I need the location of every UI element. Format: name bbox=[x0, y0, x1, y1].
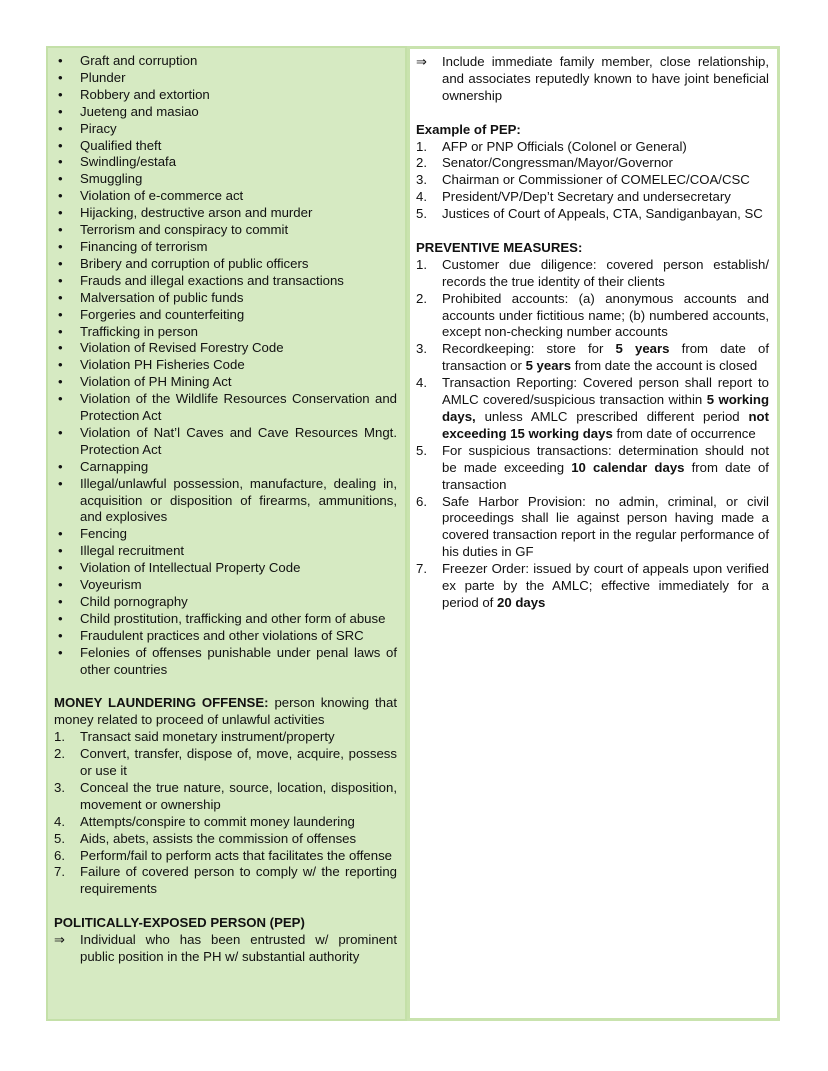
list-item bbox=[54, 628, 397, 645]
pm-item-6: 6. Safe Harbor Provision: no admin, criminal, or civil proceedings shall lie against person having made a covered transaction report in the regular performance of his duties in GF bbox=[416, 493, 769, 560]
list-number: 4. bbox=[416, 189, 427, 205]
list-item bbox=[416, 206, 769, 223]
list-item-text: Smuggling bbox=[80, 171, 143, 187]
ml-text: person knowing that money related to proceed of unlawful activities bbox=[54, 695, 397, 728]
bullet-icon: • bbox=[58, 577, 63, 593]
list-item bbox=[54, 611, 397, 628]
bullet-icon: • bbox=[58, 272, 63, 288]
list-item-text: Terrorism and conspiracy to commit bbox=[80, 222, 289, 238]
bullet-icon: • bbox=[58, 154, 63, 170]
example-heading: Example of PEP: bbox=[416, 121, 521, 137]
list-item bbox=[54, 222, 397, 239]
bullet-icon: • bbox=[58, 424, 63, 440]
list-item bbox=[54, 526, 397, 543]
list-item-text: Graft and corruption bbox=[80, 53, 198, 68]
pm-item-5: 5. For suspicious transactions: determination should not be made exceeding 10 calendar days from date of transaction bbox=[416, 442, 769, 492]
pm-item-2: 2. Prohibited accounts: (a) anonymous accounts and accounts under fictitious name; (b) numbered accounts, except non-checking number accounts bbox=[416, 290, 769, 340]
list-item bbox=[54, 324, 397, 341]
list-item bbox=[54, 239, 397, 256]
list-item bbox=[54, 729, 397, 746]
list-number: 5. bbox=[416, 206, 427, 222]
bullet-icon: • bbox=[58, 238, 63, 254]
ml-definition bbox=[54, 695, 397, 729]
list-item bbox=[54, 746, 397, 780]
bullet-icon: • bbox=[58, 610, 63, 626]
list-item bbox=[416, 189, 769, 206]
list-item-text: Transact said monetary instrument/property bbox=[80, 729, 335, 745]
list-item-text: Swindling/estafa bbox=[80, 154, 177, 170]
list-item bbox=[54, 476, 397, 527]
ml-heading: MONEY LAUNDERING OFFENSE: bbox=[54, 695, 269, 711]
list-item-text: Forgeries and counterfeiting bbox=[80, 306, 245, 322]
bullet-icon: • bbox=[58, 340, 63, 356]
list-item-text: Perform/fail to perform acts that facilitates the offense bbox=[80, 847, 393, 863]
list-item bbox=[54, 374, 397, 391]
list-item-text: Piracy bbox=[80, 120, 117, 136]
list-item-text: President/VP/Dep’t Secretary and undersecretary bbox=[442, 189, 731, 205]
list-item bbox=[54, 357, 397, 374]
list-item bbox=[54, 256, 397, 273]
bullet-icon: • bbox=[58, 289, 63, 305]
bullet-icon: • bbox=[58, 53, 63, 68]
list-item bbox=[54, 864, 397, 898]
list-item bbox=[54, 290, 397, 307]
list-item-text: Hijacking, destructive arson and murder bbox=[80, 205, 313, 221]
bullet-icon: • bbox=[58, 188, 63, 204]
list-item-text: Violation PH Fisheries Code bbox=[80, 357, 245, 373]
bullet-icon: • bbox=[58, 306, 63, 322]
bullet-icon: • bbox=[58, 560, 63, 576]
list-item-text: Violation of the Wildlife Resources Conservation and Protection Act bbox=[80, 391, 397, 424]
pep-item-2-text: Include immediate family member, close relationship, and associates reputedly known to have joint beneficial ownership bbox=[442, 54, 769, 103]
list-item bbox=[54, 594, 397, 611]
arrow-icon: ⇒ bbox=[416, 54, 428, 69]
list-item bbox=[54, 138, 397, 155]
list-item-text: Fencing bbox=[80, 526, 127, 542]
bullet-icon: • bbox=[58, 594, 63, 609]
list-item-text: Voyeurism bbox=[80, 577, 142, 593]
list-item-text: Illegal/unlawful possession, manufacture, dealing in, acquisition or disposition of firearms, ammunitions, and explosives bbox=[80, 475, 397, 525]
list-number: 6. bbox=[54, 847, 65, 863]
list-item-text: Illegal recruitment bbox=[80, 543, 185, 559]
list-item-text: Violation of Nat’l Caves and Cave Resources Mngt. Protection Act bbox=[80, 424, 397, 457]
list-item-text: Failure of covered person to comply w/ the reporting requirements bbox=[80, 864, 397, 897]
pep-item-text: Individual who has been entrusted w/ prominent public position in the PH w/ substantial authority bbox=[80, 932, 397, 964]
list-item-text: Jueteng and masiao bbox=[80, 103, 199, 119]
list-number: 5. bbox=[54, 830, 65, 846]
list-item-text: Carnapping bbox=[80, 458, 149, 474]
left-column bbox=[46, 46, 407, 1021]
list-item-text: Violation of PH Mining Act bbox=[80, 374, 232, 390]
list-item-text: Qualified theft bbox=[80, 137, 162, 153]
pm-item-1: 1. Customer due diligence: covered person establish/ records the true identity of their clients bbox=[416, 256, 769, 289]
bullet-icon: • bbox=[58, 255, 63, 271]
bullet-icon: • bbox=[58, 357, 63, 373]
bullet-icon: • bbox=[58, 120, 63, 136]
list-item-text: Malversation of public funds bbox=[80, 289, 244, 305]
list-number: 7. bbox=[54, 864, 65, 880]
list-number: 3. bbox=[54, 779, 65, 795]
bullet-icon: • bbox=[58, 543, 63, 559]
bullet-icon: • bbox=[58, 475, 63, 491]
list-item bbox=[54, 53, 397, 70]
list-item bbox=[54, 273, 397, 290]
list-item-text: Justices of Court of Appeals, CTA, Sandiganbayan, SC bbox=[442, 206, 763, 222]
list-item-text: Robbery and extortion bbox=[80, 86, 210, 102]
list-item bbox=[54, 154, 397, 171]
list-number: 4. bbox=[54, 813, 65, 829]
list-item-text: Child prostitution, trafficking and other form of abuse bbox=[80, 610, 386, 626]
list-item bbox=[54, 425, 397, 459]
list-item bbox=[54, 121, 397, 138]
bullet-icon: • bbox=[58, 526, 63, 542]
list-item bbox=[54, 831, 397, 848]
list-item bbox=[54, 814, 397, 831]
list-number: 2. bbox=[416, 155, 427, 171]
pm-item-4: 4. Transaction Reporting: Covered person shall report to AMLC covered/suspicious transaction within 5 working days, unless AMLC prescribed different period not exceeding 15 working days from date of occurrence bbox=[416, 375, 769, 441]
list-item-text: Attempts/conspire to commit money laundering bbox=[80, 813, 355, 829]
list-number: 3. bbox=[416, 172, 427, 188]
pm-heading: PREVENTIVE MEASURES: bbox=[416, 239, 583, 255]
list-item-text: Fraudulent practices and other violations of SRC bbox=[80, 627, 364, 643]
bullet-icon: • bbox=[58, 137, 63, 153]
pep-list bbox=[54, 932, 397, 966]
list-item-text: Plunder bbox=[80, 69, 126, 85]
pep-item bbox=[54, 932, 397, 966]
list-item bbox=[416, 155, 769, 172]
list-item bbox=[54, 577, 397, 594]
list-item-text: Trafficking in person bbox=[80, 323, 199, 339]
list-number: 1. bbox=[54, 729, 65, 745]
list-item bbox=[54, 848, 397, 865]
right-column bbox=[407, 46, 780, 1021]
list-item bbox=[54, 205, 397, 222]
list-item bbox=[54, 780, 397, 814]
list-item-text: Convert, transfer, dispose of, move, acquire, possess or use it bbox=[80, 746, 397, 779]
list-item-text: Felonies of offenses punishable under penal laws of other countries bbox=[80, 644, 397, 677]
bullet-icon: • bbox=[58, 69, 63, 85]
list-item-text: Violation of e-commerce act bbox=[80, 188, 244, 204]
list-item-text: Financing of terrorism bbox=[80, 238, 208, 254]
bullet-icon: • bbox=[58, 205, 63, 221]
list-item-text: AFP or PNP Officials (Colonel or General) bbox=[442, 138, 687, 154]
bullet-icon: • bbox=[58, 222, 63, 238]
bullet-icon: • bbox=[58, 86, 63, 102]
list-item bbox=[54, 560, 397, 577]
ml-list bbox=[54, 729, 397, 898]
bullet-icon: • bbox=[58, 323, 63, 339]
bullet-icon: • bbox=[58, 374, 63, 390]
list-item-text: Violation of Intellectual Property Code bbox=[80, 560, 301, 576]
list-item bbox=[54, 459, 397, 476]
pep-list-cont bbox=[416, 54, 769, 105]
list-item-text: Frauds and illegal exactions and transactions bbox=[80, 272, 344, 288]
page bbox=[46, 46, 780, 1021]
pep-item-2 bbox=[416, 54, 769, 105]
list-item bbox=[416, 139, 769, 156]
list-number: 1. bbox=[416, 138, 427, 154]
bullet-icon: • bbox=[58, 391, 63, 407]
list-item bbox=[54, 645, 397, 679]
list-item bbox=[54, 543, 397, 560]
list-item-text: Violation of Revised Forestry Code bbox=[80, 340, 284, 356]
list-item-text: Chairman or Commissioner of COMELEC/COA/CSC bbox=[442, 172, 750, 188]
list-item-text: Child pornography bbox=[80, 594, 188, 609]
list-item-text: Conceal the true nature, source, location, disposition, movement or ownership bbox=[80, 779, 397, 812]
offense-list bbox=[54, 53, 397, 679]
list-item bbox=[54, 171, 397, 188]
list-item bbox=[54, 104, 397, 121]
list-number: 2. bbox=[54, 746, 65, 762]
bullet-icon: • bbox=[58, 644, 63, 660]
pm-list bbox=[416, 257, 769, 612]
pm-item-7: 7. Freezer Order: issued by court of appeals upon verified ex parte by the AMLC; effective immediately for a period of 20 days bbox=[416, 561, 769, 610]
pep-heading: POLITICALLY-EXPOSED PERSON (PEP) bbox=[54, 915, 305, 931]
list-item bbox=[54, 340, 397, 357]
list-item-text: Senator/Congressman/Mayor/Governor bbox=[442, 155, 673, 171]
list-item bbox=[54, 87, 397, 104]
list-item-text: Bribery and corruption of public officers bbox=[80, 255, 309, 271]
list-item bbox=[54, 391, 397, 425]
bullet-icon: • bbox=[58, 103, 63, 119]
bullet-icon: • bbox=[58, 458, 63, 474]
bullet-icon: • bbox=[58, 171, 63, 187]
list-item bbox=[54, 70, 397, 87]
example-list bbox=[416, 139, 769, 224]
list-item-text: Aids, abets, assists the commission of offenses bbox=[80, 830, 357, 846]
pm-item-3: 3. Recordkeeping: store for 5 years from date of transaction or 5 years from date the account is closed bbox=[416, 341, 769, 374]
list-item bbox=[416, 172, 769, 189]
list-item bbox=[54, 307, 397, 324]
arrow-icon: ⇒ bbox=[54, 932, 66, 948]
list-item bbox=[54, 188, 397, 205]
bullet-icon: • bbox=[58, 627, 63, 643]
